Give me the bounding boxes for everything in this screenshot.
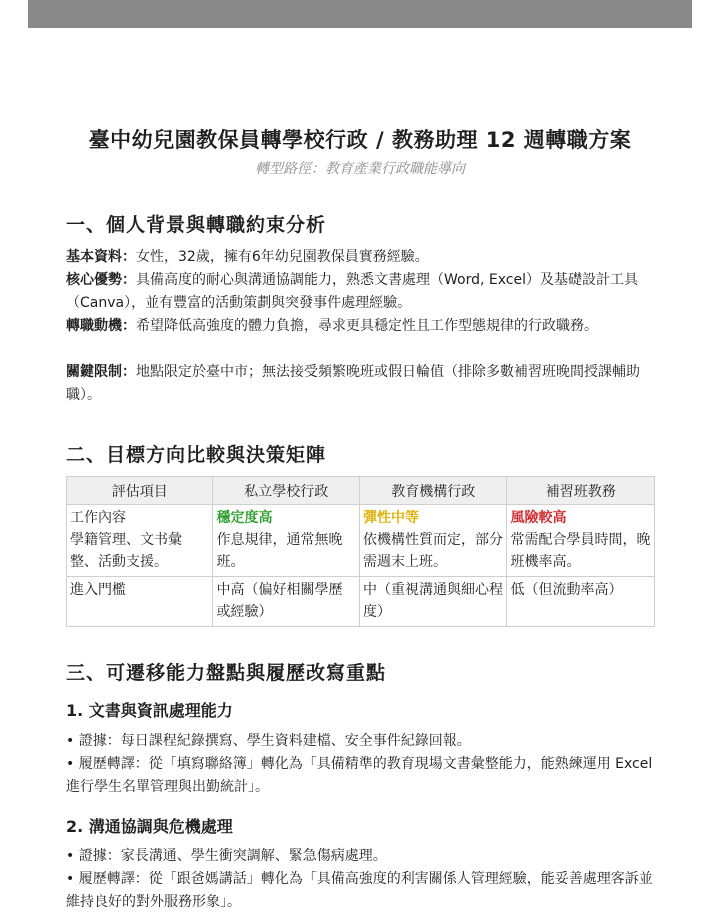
top-bar [28, 0, 692, 28]
item-label: 關鍵限制： [66, 364, 136, 380]
table-header-row [67, 477, 655, 505]
row-label: 進入門檻 [70, 582, 126, 598]
table-cell [359, 505, 507, 577]
section2-heading: 二、目標方向比較與決策矩陣 [66, 444, 327, 466]
document-subtitle: 轉型路徑：教育產業行政職能導向 [255, 161, 465, 177]
section1-heading: 一、個人背景與轉職約束分析 [66, 214, 327, 236]
document-title: 臺中幼兒園教保員轉學校行政 / 教務助理 12 週轉職方案 [88, 128, 632, 152]
background-item-motivation [66, 315, 656, 338]
subsection-heading-documents: 1. 文書與資訊處理能力 [66, 701, 233, 720]
table-cell [213, 505, 359, 577]
item-text: 女性，32歲，擁有6年幼兒園教保員實務經驗。 [136, 249, 429, 265]
column-header: 教育機構行政 [359, 477, 507, 505]
column-header: 評估項目 [67, 477, 213, 505]
item-text: 地點限定於臺中市；無法接受頻繁晚班或假日輪值（排除多數補習班晚間授課輔助職）。 [66, 364, 640, 403]
background-item-strengths [66, 269, 656, 315]
list-item: • 履歷轉譯：從「填寫聯絡簿」轉化為「具備精準的教育現場文書彙整能力，能熟練運用 Excel 進行學生名單管理與出勤統計」。 [66, 756, 653, 795]
rating-label: 風險較高 [510, 510, 567, 526]
item-text: 希望降低高強度的體力負擔，尋求更具穩定性且工作型態規律的行政職務。 [136, 318, 598, 334]
rating-label: 彈性中等 [362, 510, 419, 526]
subsection-heading-communication: 2. 溝通協調與危機處理 [66, 817, 233, 836]
table-row [67, 505, 655, 577]
table-cell [507, 505, 655, 577]
table-cell [67, 505, 213, 577]
item-label: 核心優勢： [66, 272, 136, 288]
row-description: 學籍管理、文书彙整、活動支援。 [70, 532, 182, 570]
table-cell: 中（重視溝通與細心程度） [359, 577, 507, 627]
column-header: 補習班教務 [507, 477, 655, 505]
item-label: 轉職動機： [66, 318, 136, 334]
item-label: 基本資料： [66, 249, 136, 265]
background-item-basic [66, 246, 656, 269]
table-cell [67, 577, 213, 627]
background-item-constraints [66, 361, 656, 407]
cell-text: 依機構性質而定，部分需週末上班。 [362, 532, 503, 570]
list-item: • 證據：每日課程紀錄撰寫、學生資料建檔、安全事件紀錄回報。 [66, 733, 471, 749]
cell-text: 作息規律，通常無晚班。 [216, 532, 343, 570]
cell-text: 常需配合學員時間，晚班機率高。 [510, 532, 651, 570]
item-text: 具備高度的耐心與溝通協調能力，熟悉文書處理（Word, Excel）及基礎設計工具（Canva），並有豐富的活動策劃與突發事件處理經驗。 [66, 272, 638, 311]
list-item: • 證據：家長溝通、學生衝突調解、緊急傷病處理。 [66, 848, 387, 864]
table-cell: 低（但流動率高） [507, 577, 655, 627]
decision-matrix-table [66, 476, 655, 627]
table-row [67, 577, 655, 627]
table-cell: 中高（偏好相關學歷或經驗） [213, 577, 359, 627]
row-label: 工作內容 [70, 510, 126, 526]
list-item: • 履歷轉譯：從「跟爸媽講話」轉化為「具備高強度的利害關係人管理經驗，能妥善處理客訴並維持良好的對外服務形象」。 [66, 871, 653, 910]
column-header: 私立學校行政 [213, 477, 359, 505]
section3-heading: 三、可遷移能力盤點與履歷改寫重點 [66, 662, 387, 684]
rating-label: 穩定度高 [216, 510, 273, 526]
